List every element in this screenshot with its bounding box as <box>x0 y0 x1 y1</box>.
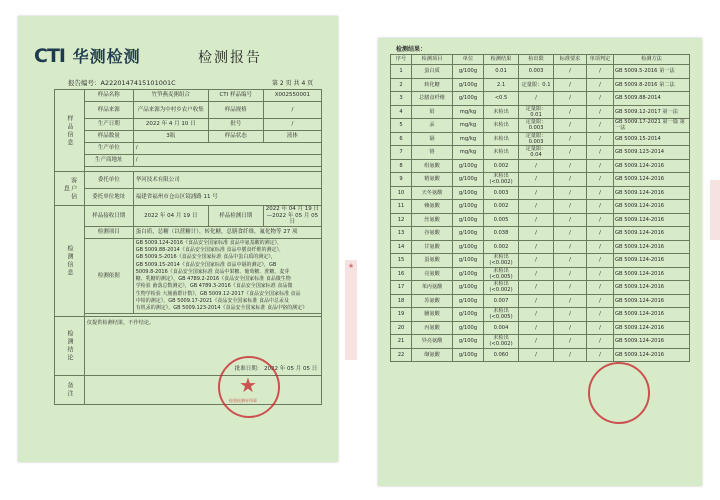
cell-no: 17 <box>391 281 412 295</box>
binder-gap <box>350 40 372 470</box>
cell-item: 苏氨酸 <box>412 294 453 308</box>
value-producer: / <box>133 143 321 155</box>
method-line: GB 5009.5-2016《食品安全国家标准 食品中蛋白质的测定》， <box>135 254 276 261</box>
stamp-text: 检验检测专用章 <box>229 398 257 403</box>
cell-unit: g/100g <box>453 186 484 200</box>
cell-result: 0.004 <box>484 321 519 335</box>
cell-result: 未检出 (<0.005) <box>484 308 519 322</box>
cell-method: GB 5009.124-2016 <box>614 186 690 200</box>
cell-unit: g/100g <box>453 227 484 241</box>
cell-unit: g/100g <box>453 78 484 92</box>
result-row <box>391 105 690 119</box>
cell-result: 0.007 <box>484 294 519 308</box>
cell-no: 21 <box>391 335 412 349</box>
cell-unit: g/100g <box>453 281 484 295</box>
cell-lod: 定量限：0.01 <box>519 105 554 119</box>
label-sample-no: CTI 样品编号 <box>208 90 263 102</box>
cell-item: 铬 <box>412 146 453 160</box>
cell-no: 3 <box>391 92 412 106</box>
cell-std: / <box>554 200 587 214</box>
cell-no: 5 <box>391 119 412 133</box>
cell-item: 丝氨酸 <box>412 213 453 227</box>
cell-no: 7 <box>391 146 412 160</box>
cell-judge: / <box>587 240 614 254</box>
cell-judge: / <box>587 348 614 362</box>
cell-unit: g/100g <box>453 213 484 227</box>
cell-result: 未检出 (<0.002) <box>484 281 519 295</box>
result-row <box>391 65 690 79</box>
cell-judge: / <box>587 119 614 133</box>
cell-unit: g/100g <box>453 173 484 187</box>
methods-list <box>133 238 321 314</box>
value-source: 产品来源为中村乡农户收集 <box>133 102 208 119</box>
cell-no: 11 <box>391 200 412 214</box>
cell-no: 15 <box>391 254 412 268</box>
cell-lod: / <box>519 267 554 281</box>
logo-cn-text: 华测检测 <box>72 47 141 66</box>
cell-unit: g/100g <box>453 92 484 106</box>
value-prod-date: 2022 年 4 月 10 日 <box>133 119 208 131</box>
cell-judge: / <box>587 308 614 322</box>
cell-result: 未检出 (<0.002) <box>484 254 519 268</box>
label-producer: 生产单位 <box>84 143 133 155</box>
cell-std: / <box>554 132 587 146</box>
cell-judge: / <box>587 281 614 295</box>
cell-no: 16 <box>391 267 412 281</box>
cell-judge: / <box>587 146 614 160</box>
value-qty: 3瓶 <box>133 131 208 143</box>
cell-unit: g/100g <box>453 240 484 254</box>
cell-item: 汞 <box>412 119 453 133</box>
cell-result: 未检出 (<0.002) <box>484 335 519 349</box>
cell-lod: / <box>519 227 554 241</box>
seam-stamp-mark: ★ <box>347 262 355 270</box>
cell-lod: / <box>519 281 554 295</box>
cell-lod: / <box>519 348 554 362</box>
cell-method: GB 5009.124-2016 <box>614 267 690 281</box>
cell-result: 0.038 <box>484 227 519 241</box>
cell-method: GB 5009.12-2017 第一法 <box>614 105 690 119</box>
col-method: 检测方法 <box>614 55 690 65</box>
result-row <box>391 132 690 146</box>
cell-unit: mg/kg <box>453 105 484 119</box>
col-result: 检测结果 <box>484 55 519 65</box>
cell-lod: / <box>519 335 554 349</box>
value-client-addr: 福建省福州市仓山区镜浦路 11 号 <box>133 189 321 206</box>
value-items: 蛋白质，总糖（以蔗糖计），转化糖，总膳食纤维，氟化物等 27 项 <box>133 226 321 238</box>
cell-method: GB 5009.17-2021 第一篇 第一法 <box>614 119 690 133</box>
cell-no: 20 <box>391 321 412 335</box>
method-line: 糖、乳糖的测定》，GB 4789.2-2016《食品安全国家标准 食品微生物 <box>135 276 291 283</box>
cell-judge: / <box>587 159 614 173</box>
cell-std: / <box>554 227 587 241</box>
result-row <box>391 159 690 173</box>
result-row <box>391 119 690 133</box>
report-number: 报告编号：A2220147415101001C <box>68 79 176 87</box>
cell-lod: / <box>519 200 554 214</box>
cti-logo <box>34 44 141 67</box>
cell-no: 1 <box>391 65 412 79</box>
cell-method: GB 5009.124-2016 <box>614 200 690 214</box>
col-std: 标准要求 <box>554 55 587 65</box>
cell-judge: / <box>587 173 614 187</box>
cell-unit: g/100g <box>453 65 484 79</box>
label-qty: 样品数量 <box>84 131 133 143</box>
label-spec: 样品规格 <box>208 102 263 119</box>
cell-no: 12 <box>391 213 412 227</box>
method-line: 5009.8-2016《食品安全国家标准 食品中果糖、葡萄糖、蔗糖、麦芽 <box>135 268 290 275</box>
cell-method: GB 5009.124-2016 <box>614 281 690 295</box>
cell-judge: / <box>587 335 614 349</box>
cell-result: 0.002 <box>484 240 519 254</box>
cell-std: / <box>554 308 587 322</box>
result-row <box>391 92 690 106</box>
cell-item: 谷氨酸 <box>412 227 453 241</box>
result-row <box>391 335 690 349</box>
section-remark-label: 备注 <box>55 376 85 405</box>
cell-no: 14 <box>391 240 412 254</box>
method-line: GB 5009.15-2014《食品安全国家标准 食品中镉的测定》，GB <box>135 261 277 268</box>
cell-unit: g/100g <box>453 254 484 268</box>
section-client-label: 客户信息 <box>55 172 85 206</box>
cell-lod: / <box>519 321 554 335</box>
result-row <box>391 186 690 200</box>
cell-lod: / <box>519 173 554 187</box>
cell-item: 异亮氨酸 <box>412 335 453 349</box>
cell-std: / <box>554 92 587 106</box>
method-line: 中铅的测定》，GB 5009.17-2021《食品安全国家标准 食品中总汞及 <box>135 297 289 304</box>
approve-date: 批准日期： 2022 年 05 月 05 日 <box>234 365 318 372</box>
cell-lod: / <box>519 294 554 308</box>
cell-unit: g/100g <box>453 294 484 308</box>
cell-std: / <box>554 321 587 335</box>
cell-method: GB 5009.124-2016 <box>614 335 690 349</box>
cell-lod: 定量限：0.003 <box>519 119 554 133</box>
cell-item: 组氨酸 <box>412 159 453 173</box>
cell-lod: / <box>519 308 554 322</box>
cell-method: GB 5009.124-2016 <box>614 321 690 335</box>
cell-lod: / <box>519 213 554 227</box>
cell-lod: / <box>519 254 554 268</box>
value-receive: 2022 年 04 月 19 日 <box>133 206 208 227</box>
cell-item: 蛋白质 <box>412 65 453 79</box>
cell-result: 0.002 <box>484 159 519 173</box>
label-test-date: 样品检测日期 <box>208 206 263 227</box>
cell-result: 未检出 (<0.005) <box>484 267 519 281</box>
cell-std: / <box>554 105 587 119</box>
cell-lod: / <box>519 240 554 254</box>
cell-std: / <box>554 348 587 362</box>
cell-result: 未检出 <box>484 146 519 160</box>
result-row <box>391 240 690 254</box>
cell-judge: / <box>587 186 614 200</box>
label-state: 样品状态 <box>208 131 263 143</box>
results-heading: 检测结果： <box>396 46 427 53</box>
cell-result: 未检出 <box>484 132 519 146</box>
cell-no: 19 <box>391 308 412 322</box>
cell-item: 甘氨酸 <box>412 240 453 254</box>
cell-method: GB 5009.15-2014 <box>614 132 690 146</box>
label-client-addr: 委托单位地址 <box>84 189 133 206</box>
cell-no: 18 <box>391 294 412 308</box>
value-spec: / <box>263 102 321 119</box>
method-line: 学检验 菌落总数测定》，GB 4789.3-2016《食品安全国家标准 食品微 <box>135 283 293 290</box>
result-row <box>391 321 690 335</box>
method-line: GB 5009.88-2014《食品安全国家标准 食品中膳食纤维的测定》， <box>135 247 284 254</box>
result-row <box>391 146 690 160</box>
cell-item: 缬氨酸 <box>412 348 453 362</box>
cell-lod: / <box>519 159 554 173</box>
stamp-star-icon: ★ <box>239 373 257 397</box>
method-line: GB 5009.124-2016《食品安全国家标准 食品中氨基酸的测定》， <box>135 239 283 246</box>
cell-unit: g/100g <box>453 267 484 281</box>
conclusion-text: 仅提供检测结果，不作结论。 <box>86 320 155 327</box>
results-table <box>390 54 690 362</box>
cell-std: / <box>554 213 587 227</box>
cell-std: / <box>554 65 587 79</box>
cell-judge: / <box>587 132 614 146</box>
cell-judge: / <box>587 213 614 227</box>
cell-result: 0.01 <box>484 65 519 79</box>
value-sample-name: 竹笋燕麦粥组合 <box>133 90 208 102</box>
result-row <box>391 281 690 295</box>
cell-no: 10 <box>391 186 412 200</box>
cell-no: 6 <box>391 132 412 146</box>
cell-no: 4 <box>391 105 412 119</box>
label-client: 委托单位 <box>84 172 133 189</box>
cell-judge: / <box>587 294 614 308</box>
label-batch: 批号 <box>208 119 263 131</box>
inspection-stamp-right <box>588 362 650 424</box>
cell-lod: / <box>519 186 554 200</box>
cell-std: / <box>554 146 587 160</box>
inspection-stamp <box>218 356 280 418</box>
label-sample-name: 样品名称 <box>84 90 133 102</box>
cell-result: 未检出 <box>484 119 519 133</box>
result-row <box>391 348 690 362</box>
cell-judge: / <box>587 321 614 335</box>
cell-method: GB 5009.123-2014 <box>614 146 690 160</box>
result-row <box>391 267 690 281</box>
cell-judge: / <box>587 105 614 119</box>
report-title: 检测报告 <box>198 50 262 66</box>
cell-std: / <box>554 254 587 268</box>
cell-method: GB 5009.124-2016 <box>614 254 690 268</box>
cell-judge: / <box>587 92 614 106</box>
cell-no: 22 <box>391 348 412 362</box>
cell-unit: g/100g <box>453 335 484 349</box>
cell-lod: 0.003 <box>519 65 554 79</box>
label-method: 检测依据 <box>84 238 133 314</box>
value-producer-addr: / <box>133 155 321 167</box>
cell-lod: 定量限：0.04 <box>519 146 554 160</box>
value-sample-no: X002550001 <box>263 90 321 102</box>
cell-no: 9 <box>391 173 412 187</box>
logo-cti-text: CTI <box>34 45 65 67</box>
cell-result: 0.005 <box>484 213 519 227</box>
cell-judge: / <box>587 254 614 268</box>
cell-std: / <box>554 294 587 308</box>
cell-judge: / <box>587 65 614 79</box>
cell-no: 8 <box>391 159 412 173</box>
cell-std: / <box>554 78 587 92</box>
cell-item: 铅 <box>412 105 453 119</box>
cell-lod: 定量限：0.1 <box>519 78 554 92</box>
seam-stamp-right <box>710 180 720 240</box>
cell-result: 未检出 <box>484 105 519 119</box>
cell-item: 转化糖 <box>412 78 453 92</box>
report-page-right <box>378 38 702 486</box>
cell-item: 蛋氨酸 <box>412 254 453 268</box>
section-sample-label: 样品信息 <box>55 90 85 172</box>
conclusion-cell <box>84 317 321 376</box>
cell-unit: g/100g <box>453 321 484 335</box>
section-test-label: 检测信息 <box>55 206 85 317</box>
cell-no: 13 <box>391 227 412 241</box>
page-number: 第 2 页 共 4 页 <box>272 80 314 87</box>
cell-item: 苯丙氨酸 <box>412 281 453 295</box>
cell-judge: / <box>587 267 614 281</box>
method-line: 生物学检验 大肠菌群计数》，GB 5009.12-2017《食品安全国家标准 食品 <box>135 290 301 297</box>
label-items: 检测项目 <box>84 226 133 238</box>
cell-result: 0.002 <box>484 200 519 214</box>
cell-result: 2.1 <box>484 78 519 92</box>
value-test-date: 2022 年 04 月 19 日—2022 年 05 月 05 日 <box>263 206 321 227</box>
cell-std: / <box>554 173 587 187</box>
cell-item: 镉 <box>412 132 453 146</box>
result-row <box>391 173 690 187</box>
cell-std: / <box>554 159 587 173</box>
cell-judge: / <box>587 78 614 92</box>
result-row <box>391 254 690 268</box>
cell-unit: g/100g <box>453 200 484 214</box>
result-row <box>391 308 690 322</box>
cell-method: GB 5009.124-2016 <box>614 308 690 322</box>
cell-item: 脯氨酸 <box>412 308 453 322</box>
col-no: 序号 <box>391 55 412 65</box>
cell-method: GB 5009.124-2016 <box>614 227 690 241</box>
cell-item: 精氨酸 <box>412 173 453 187</box>
cell-result: 0.003 <box>484 186 519 200</box>
cell-result: 未检出 (<0.002) <box>484 173 519 187</box>
cell-std: / <box>554 335 587 349</box>
result-row <box>391 294 690 308</box>
cell-unit: mg/kg <box>453 132 484 146</box>
cell-method: GB 5009.124-2016 <box>614 173 690 187</box>
cell-method: GB 5009.124-2016 <box>614 294 690 308</box>
results-header-row <box>391 55 690 65</box>
value-state: 液体 <box>263 131 321 143</box>
cell-result: 0.060 <box>484 348 519 362</box>
result-row <box>391 200 690 214</box>
cell-judge: / <box>587 227 614 241</box>
cell-unit: mg/kg <box>453 146 484 160</box>
cell-lod: / <box>519 92 554 106</box>
value-client: 华河技术有限公司 <box>133 172 321 189</box>
result-row <box>391 227 690 241</box>
cell-item: 亮氨酸 <box>412 267 453 281</box>
cell-method: GB 5009.124-2016 <box>614 213 690 227</box>
result-row <box>391 78 690 92</box>
col-unit: 单位 <box>453 55 484 65</box>
cell-method: GB 5009.124-2016 <box>614 159 690 173</box>
cell-std: / <box>554 267 587 281</box>
result-row <box>391 213 690 227</box>
col-judge: 单项判定 <box>587 55 614 65</box>
cell-item: 天冬氨酸 <box>412 186 453 200</box>
cell-method: GB 5009.5-2016 第一法 <box>614 65 690 79</box>
cell-judge: / <box>587 200 614 214</box>
cell-std: / <box>554 240 587 254</box>
cell-method: GB 5009.124-2016 <box>614 348 690 362</box>
cell-no: 2 <box>391 78 412 92</box>
cell-std: / <box>554 186 587 200</box>
cell-unit: g/100g <box>453 159 484 173</box>
label-producer-addr: 生产商地址 <box>84 155 133 167</box>
label-prod-date: 生产日期 <box>84 119 133 131</box>
remark-cell <box>84 376 321 405</box>
cell-std: / <box>554 281 587 295</box>
cell-std: / <box>554 119 587 133</box>
label-receive: 样品接收日期 <box>84 206 133 227</box>
sample-info-table <box>54 89 322 405</box>
method-line: 有机汞的测定》，GB 5009.123-2014《食品安全国家标准 食品中铬的测定》 <box>135 305 308 312</box>
cell-result: <0.5 <box>484 92 519 106</box>
col-lod: 检出限 <box>519 55 554 65</box>
value-batch: / <box>263 119 321 131</box>
section-conclusion-label: 检测结论 <box>55 317 85 376</box>
col-item: 检测项目 <box>412 55 453 65</box>
cell-lod: 定量限：0.003 <box>519 132 554 146</box>
cell-item: 丙氨酸 <box>412 321 453 335</box>
cell-method: GB 5009.88-2014 <box>614 92 690 106</box>
cell-item: 总膳食纤维 <box>412 92 453 106</box>
cell-unit: g/100g <box>453 348 484 362</box>
cell-item: 赖氨酸 <box>412 200 453 214</box>
cell-method: GB 5009.8-2016 第二法 <box>614 78 690 92</box>
cell-unit: g/100g <box>453 308 484 322</box>
cell-method: GB 5009.124-2016 <box>614 240 690 254</box>
label-source: 样品来源 <box>84 102 133 119</box>
cell-unit: mg/kg <box>453 119 484 133</box>
